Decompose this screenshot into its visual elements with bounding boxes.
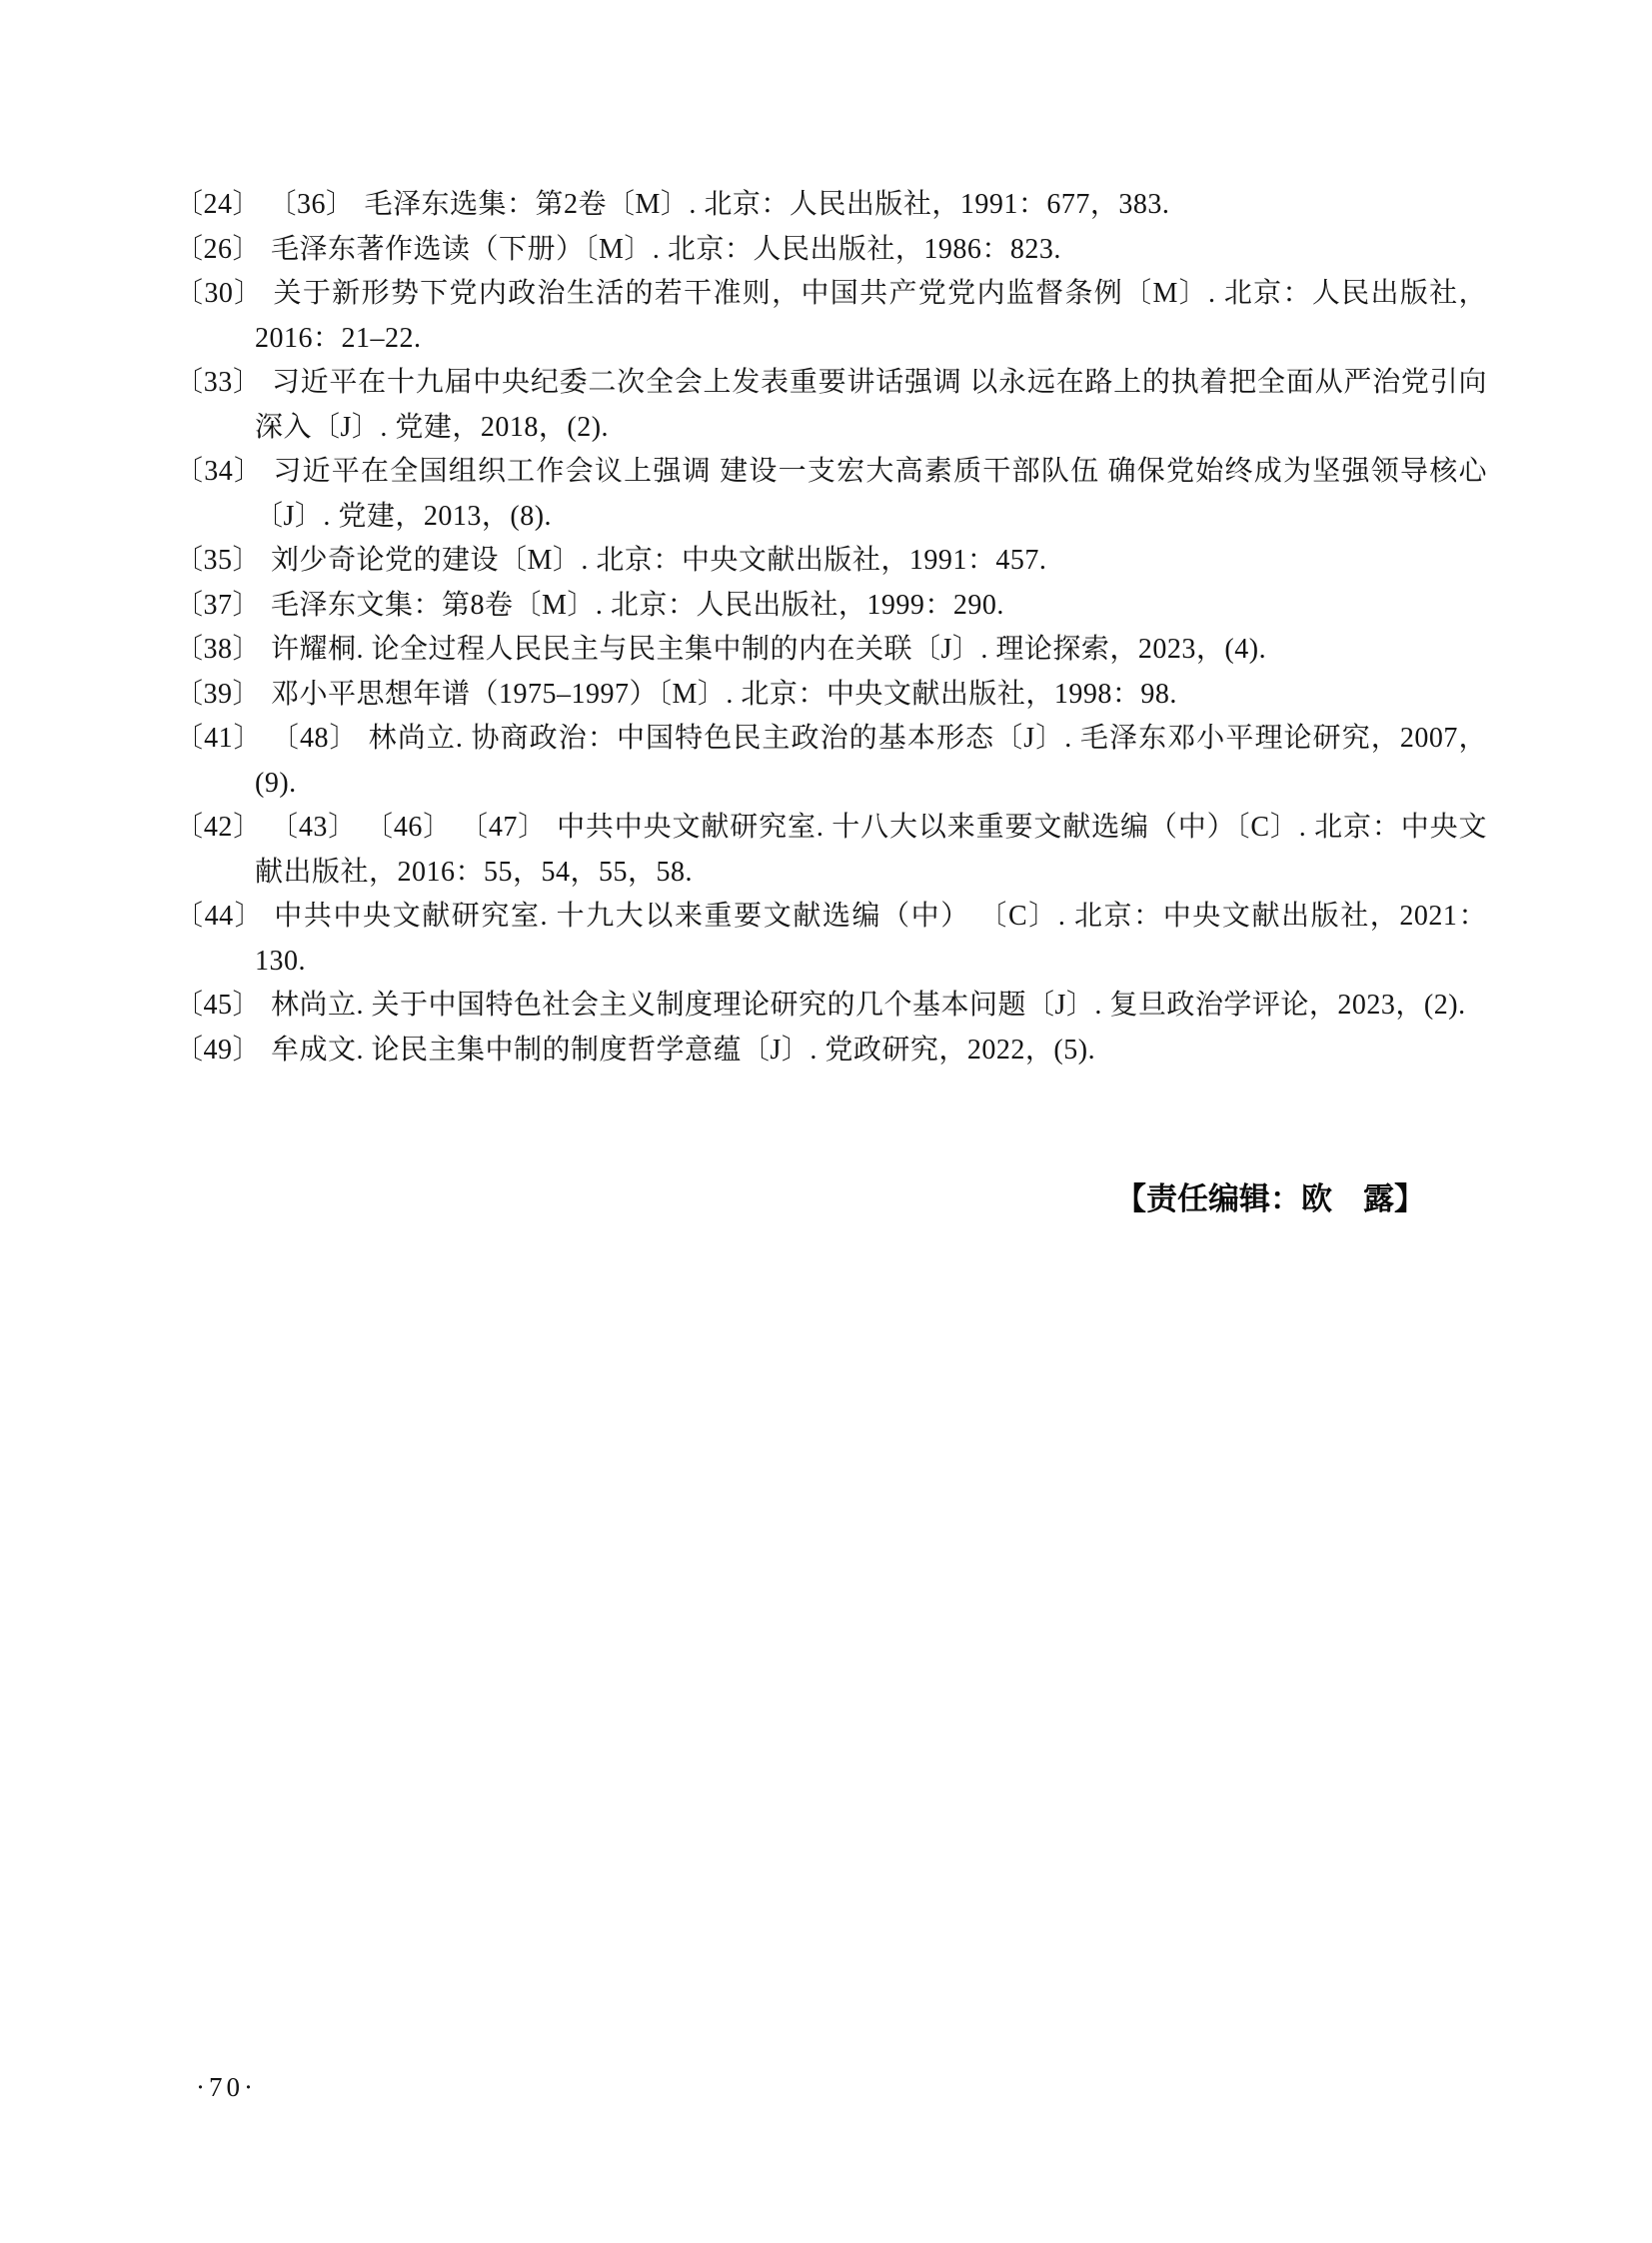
reference-text: 关于新形势下党内政治生活的若干准则，中国共产党党内监督条例〔M〕. 北京：人民出版社，2016：21–22.: [255, 278, 1487, 354]
reference-text: 林尚立. 协商政治：中国特色民主政治的基本形态〔J〕. 毛泽东邓小平理论研究，2007，(9).: [255, 723, 1487, 799]
reference-text: 毛泽东著作选读（下册）〔M〕. 北京：人民出版社，1986：823.: [271, 233, 1061, 265]
reference-label: 〔33〕: [175, 367, 262, 398]
reference-label: 〔35〕: [175, 545, 262, 576]
reference-label: 〔42〕 〔43〕 〔46〕 〔47〕: [175, 812, 548, 843]
reference-text: 许耀桐. 论全过程人民民主与民主集中制的内在关联〔J〕. 理论探索，2023，(4).: [271, 634, 1267, 665]
reference-entry: [175, 984, 1487, 1029]
reference-list: [175, 183, 1487, 1073]
reference-entry: [175, 584, 1487, 629]
reference-text: 牟成文. 论民主集中制的制度哲学意蕴〔J〕. 党政研究，2022，(5).: [271, 1034, 1096, 1066]
editor-credit: 【责任编辑：欧 露】: [1115, 1181, 1425, 1216]
reference-text: 中共中央文献研究室. 十八大以来重要文献选编（中）〔C〕. 北京：中央文献出版社，2016：55，54，55，58.: [255, 812, 1487, 888]
page-number: ·70·: [196, 2072, 257, 2102]
reference-label: 〔49〕: [175, 1034, 262, 1066]
reference-entry: [175, 673, 1487, 718]
reference-entry: [175, 806, 1487, 895]
reference-entry: [175, 628, 1487, 673]
reference-entry: [175, 450, 1487, 539]
reference-text: 习近平在十九届中央纪委二次全会上发表重要讲话强调 以永远在路上的执着把全面从严治党引向深入〔J〕. 党建，2018，(2).: [255, 367, 1487, 443]
reference-entry: [175, 895, 1487, 984]
reference-label: 〔41〕 〔48〕: [175, 723, 359, 754]
reference-text: 中共中央文献研究室. 十九大以来重要文献选编（中） 〔C〕. 北京：中央文献出版社，2021：130.: [255, 901, 1487, 977]
reference-label: 〔24〕 〔36〕: [175, 189, 355, 220]
reference-text: 林尚立. 关于中国特色社会主义制度理论研究的几个基本问题〔J〕. 复旦政治学评论，2023，(2).: [271, 990, 1466, 1021]
reference-text: 邓小平思想年谱（1975–1997）〔M〕. 北京：中央文献出版社，1998：98.: [271, 678, 1177, 710]
reference-text: 刘少奇论党的建设〔M〕. 北京：中央文献出版社，1991：457.: [271, 545, 1047, 576]
reference-label: 〔30〕: [175, 278, 264, 309]
reference-entry: [175, 361, 1487, 450]
reference-text: 毛泽东文集：第8卷〔M〕. 北京：人民出版社，1999：290.: [271, 589, 1004, 621]
reference-entry: [175, 539, 1487, 584]
reference-entry: [175, 183, 1487, 228]
reference-text: 毛泽东选集：第2卷〔M〕. 北京：人民出版社，1991：677，383.: [364, 189, 1170, 220]
reference-text: 习近平在全国组织工作会议上强调 建设一支宏大高素质干部队伍 确保党始终成为坚强领导核心〔J〕. 党建，2013，(8).: [255, 456, 1487, 532]
reference-entry: [175, 228, 1487, 273]
reference-entry: [175, 1029, 1487, 1074]
reference-label: 〔39〕: [175, 678, 262, 710]
reference-label: 〔38〕: [175, 634, 262, 665]
reference-label: 〔37〕: [175, 589, 262, 621]
reference-entry: [175, 717, 1487, 806]
reference-entry: [175, 272, 1487, 361]
reference-label: 〔34〕: [175, 456, 264, 487]
reference-label: 〔26〕: [175, 233, 262, 265]
reference-label: 〔44〕: [175, 901, 265, 932]
reference-label: 〔45〕: [175, 990, 262, 1021]
